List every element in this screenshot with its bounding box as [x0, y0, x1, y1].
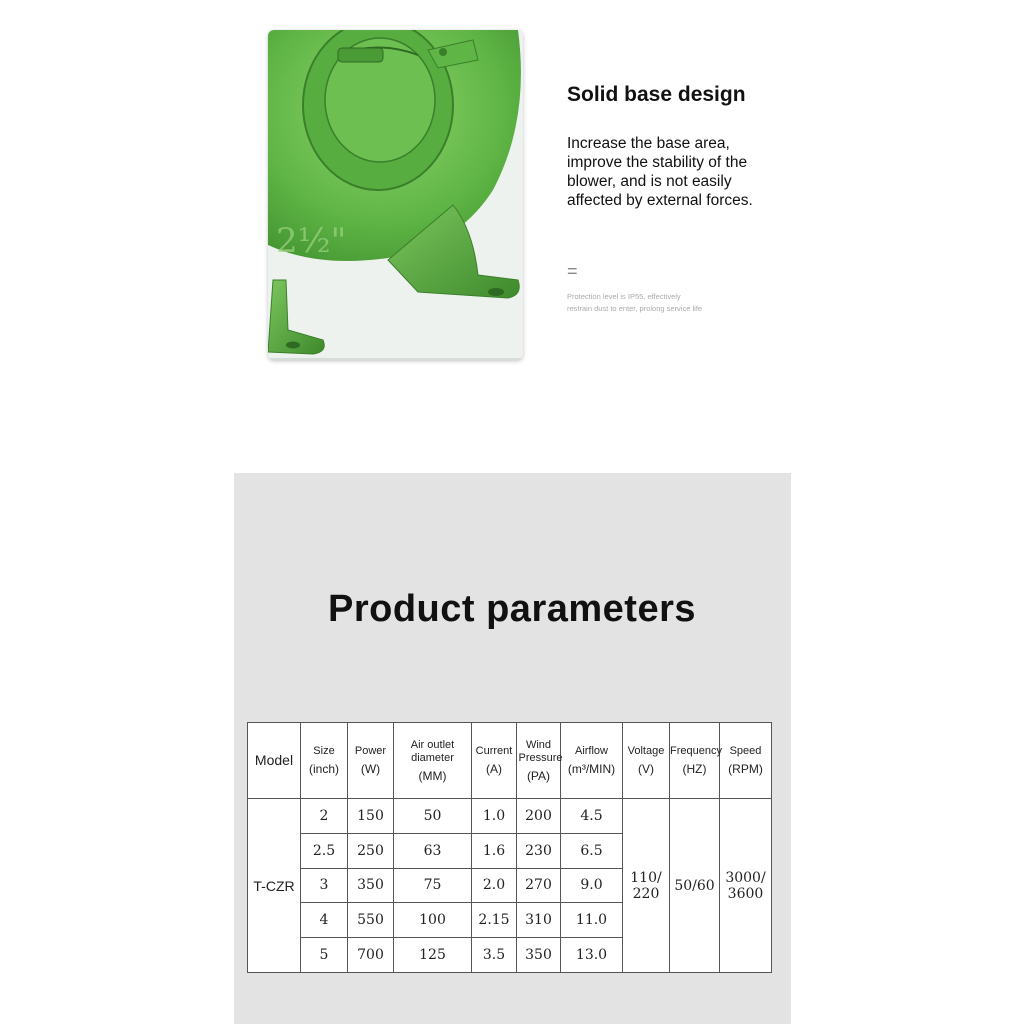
header-air-outlet-diameter: Air outlet diameter (MM) — [394, 723, 472, 799]
feature-description — [567, 134, 787, 210]
green-blower-base-photo — [268, 30, 523, 360]
header-frequency: Frequency (HZ) — [670, 723, 720, 799]
size-cell: 5 — [301, 938, 348, 973]
power-cell: 150 — [348, 799, 394, 834]
current-cell: 2.0 — [472, 868, 517, 903]
current-cell: 1.6 — [472, 833, 517, 868]
current-cell: 1.0 — [472, 799, 517, 834]
pressure-cell: 310 — [517, 903, 561, 938]
diameter-cell: 100 — [394, 903, 472, 938]
header-power: Power (W) — [348, 723, 394, 799]
pressure-cell: 350 — [517, 938, 561, 973]
airflow-cell: 4.5 — [561, 799, 623, 834]
power-cell: 700 — [348, 938, 394, 973]
speed-cell: 3000/ 3600 — [720, 799, 772, 973]
size-cell: 2 — [301, 799, 348, 834]
power-cell: 250 — [348, 833, 394, 868]
header-current: Current (A) — [472, 723, 517, 799]
size-cell: 4 — [301, 903, 348, 938]
feature-description-line: affected by external forces. — [567, 192, 753, 209]
table-row — [248, 799, 772, 834]
header-speed: Speed (RPM) — [720, 723, 772, 799]
airflow-cell: 11.0 — [561, 903, 623, 938]
diameter-cell: 75 — [394, 868, 472, 903]
header-airflow: Airflow (m³/MIN) — [561, 723, 623, 799]
protection-note-line: Protection level is IP55, effectively — [567, 292, 681, 301]
protection-note-line: restrain dust to enter, prolong service life — [567, 304, 703, 313]
diameter-cell: 125 — [394, 938, 472, 973]
feature-title: Solid base design — [567, 83, 746, 106]
airflow-cell: 9.0 — [561, 868, 623, 903]
header-voltage: Voltage (V) — [623, 723, 670, 799]
protection-note — [567, 291, 702, 315]
diameter-cell: 50 — [394, 799, 472, 834]
parameters-table — [247, 722, 772, 973]
voltage-cell: 110/ 220 — [623, 799, 670, 973]
airflow-cell: 13.0 — [561, 938, 623, 973]
airflow-cell: 6.5 — [561, 833, 623, 868]
model-cell: T-CZR — [248, 799, 301, 973]
power-cell: 550 — [348, 903, 394, 938]
size-cell: 3 — [301, 868, 348, 903]
current-cell: 2.15 — [472, 903, 517, 938]
header-model: Model — [248, 723, 301, 799]
feature-description-line: blower, and is not easily — [567, 173, 732, 190]
pressure-cell: 270 — [517, 868, 561, 903]
size-cell: 2.5 — [301, 833, 348, 868]
pressure-cell: 230 — [517, 833, 561, 868]
feature-description-line: Increase the base area, — [567, 135, 730, 152]
feature-description-line: improve the stability of the — [567, 154, 748, 171]
table-header-row — [248, 723, 772, 799]
frequency-cell: 50/60 — [670, 799, 720, 973]
current-cell: 3.5 — [472, 938, 517, 973]
header-size: Size (inch) — [301, 723, 348, 799]
header-wind-pressure: Wind Pressure (PA) — [517, 723, 561, 799]
equals-icon: = — [567, 261, 578, 281]
pressure-cell: 200 — [517, 799, 561, 834]
product-photo — [268, 30, 523, 360]
power-cell: 350 — [348, 868, 394, 903]
parameters-title: Product parameters — [327, 588, 696, 630]
svg-text:2½": 2½" — [276, 221, 347, 261]
diameter-cell: 63 — [394, 833, 472, 868]
